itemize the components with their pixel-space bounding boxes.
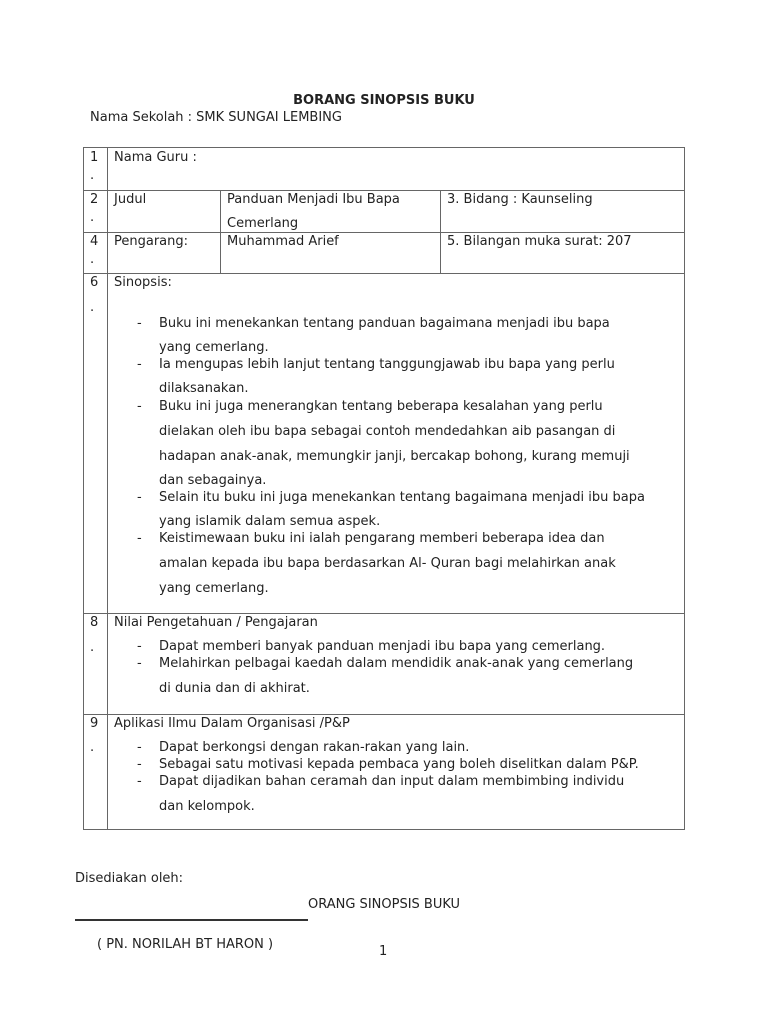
bullet-dash: - bbox=[137, 531, 142, 546]
row-number-dot: . bbox=[90, 210, 95, 225]
application-label: Aplikasi Ilmu Dalam Organisasi /P&P bbox=[114, 716, 350, 731]
bullet-dash: - bbox=[137, 774, 142, 789]
synopsis-bullet-line: Ia mengupas lebih lanjut tentang tanggungjawab ibu bapa yang perlu bbox=[159, 357, 615, 372]
synopsis-bullet-line: dielakan oleh ibu bapa sebagai contoh mendedahkan aib pasangan di bbox=[159, 424, 616, 439]
synopsis-bullet-line: Selain itu buku ini juga menekankan tentang bagaimana menjadi ibu bapa bbox=[159, 490, 645, 505]
bullet-dash: - bbox=[137, 357, 142, 372]
column-divider bbox=[220, 190, 221, 274]
row-number: 6 bbox=[90, 275, 99, 290]
row-divider bbox=[84, 190, 684, 191]
knowledge-bullet-line: Dapat memberi banyak panduan menjadi ibu bapa yang cemerlang. bbox=[159, 639, 606, 654]
book-title-line2: Cemerlang bbox=[227, 216, 299, 231]
signature-line bbox=[75, 919, 308, 921]
synopsis-bullet-line: Buku ini menekankan tentang panduan bagaimana menjadi ibu bapa bbox=[159, 316, 610, 331]
document-title: BORANG SINOPSIS BUKU bbox=[293, 93, 475, 108]
prepared-by-label: Disediakan oleh: bbox=[75, 871, 184, 886]
bullet-dash: - bbox=[137, 639, 142, 654]
row-number: 8 bbox=[90, 615, 99, 630]
preparer-name: ( PN. NORILAH BT HARON ) bbox=[97, 937, 274, 952]
school-name: Nama Sekolah : SMK SUNGAI LEMBING bbox=[90, 110, 342, 125]
bullet-dash: - bbox=[137, 490, 142, 505]
column-divider bbox=[107, 148, 108, 829]
synopsis-bullet-line: yang islamik dalam semua aspek. bbox=[159, 514, 381, 529]
synopsis-bullet-line: amalan kepada ibu bapa berdasarkan Al- Quran bagi melahirkan anak bbox=[159, 556, 616, 571]
row-number: 4 bbox=[90, 234, 99, 249]
row-number-dot: . bbox=[90, 168, 95, 183]
page-number: 1 bbox=[379, 944, 388, 959]
title-label: Judul bbox=[114, 192, 147, 207]
page-count-label: 5. Bilangan muka surat: 207 bbox=[447, 234, 632, 249]
field-label: 3. Bidang : Kaunseling bbox=[447, 192, 593, 207]
book-title-line1: Panduan Menjadi Ibu Bapa bbox=[227, 192, 400, 207]
knowledge-bullet-line: di dunia dan di akhirat. bbox=[159, 681, 310, 696]
row-divider bbox=[84, 613, 684, 614]
application-bullet-line: Sebagai satu motivasi kepada pembaca yang boleh diselitkan dalam P&P. bbox=[159, 757, 639, 772]
application-bullet-line: Dapat dijadikan bahan ceramah dan input dalam membimbing individu bbox=[159, 774, 625, 789]
bullet-dash: - bbox=[137, 316, 142, 331]
row-number: 2 bbox=[90, 192, 99, 207]
synopsis-table bbox=[83, 147, 685, 830]
synopsis-label: Sinopsis: bbox=[114, 275, 172, 290]
synopsis-bullet-line: dan sebagainya. bbox=[159, 473, 267, 488]
row-number-dot: . bbox=[90, 300, 95, 315]
bullet-dash: - bbox=[137, 399, 142, 414]
row-number-dot: . bbox=[90, 252, 95, 267]
synopsis-bullet-line: hadapan anak-anak, memungkir janji, bercakap bohong, kurang memuji bbox=[159, 449, 630, 464]
synopsis-bullet-line: dilaksanakan. bbox=[159, 381, 249, 396]
row-number-dot: . bbox=[90, 740, 95, 755]
application-bullet-line: Dapat berkongsi dengan rakan-rakan yang lain. bbox=[159, 740, 470, 755]
author-label: Pengarang: bbox=[114, 234, 189, 249]
bullet-dash: - bbox=[137, 740, 142, 755]
knowledge-value-label: Nilai Pengetahuan / Pengajaran bbox=[114, 615, 318, 630]
author-value: Muhammad Arief bbox=[227, 234, 339, 249]
row-number: 9 bbox=[90, 716, 99, 731]
row-divider bbox=[84, 714, 684, 715]
teacher-name-label: Nama Guru : bbox=[114, 150, 197, 165]
synopsis-bullet-line: yang cemerlang. bbox=[159, 581, 269, 596]
column-divider bbox=[440, 190, 441, 274]
application-bullet-line: dan kelompok. bbox=[159, 799, 255, 814]
synopsis-bullet-line: Buku ini juga menerangkan tentang beberapa kesalahan yang perlu bbox=[159, 399, 603, 414]
row-number: 1 bbox=[90, 150, 99, 165]
synopsis-bullet-line: Keistimewaan buku ini ialah pengarang memberi beberapa idea dan bbox=[159, 531, 605, 546]
row-number-dot: . bbox=[90, 640, 95, 655]
row-divider bbox=[84, 273, 684, 274]
row-divider bbox=[84, 232, 684, 233]
synopsis-bullet-line: yang cemerlang. bbox=[159, 340, 269, 355]
bullet-dash: - bbox=[137, 656, 142, 671]
knowledge-bullet-line: Melahirkan pelbagai kaedah dalam mendidik anak-anak yang cemerlang bbox=[159, 656, 634, 671]
bullet-dash: - bbox=[137, 757, 142, 772]
running-header: ORANG SINOPSIS BUKU bbox=[308, 897, 461, 912]
